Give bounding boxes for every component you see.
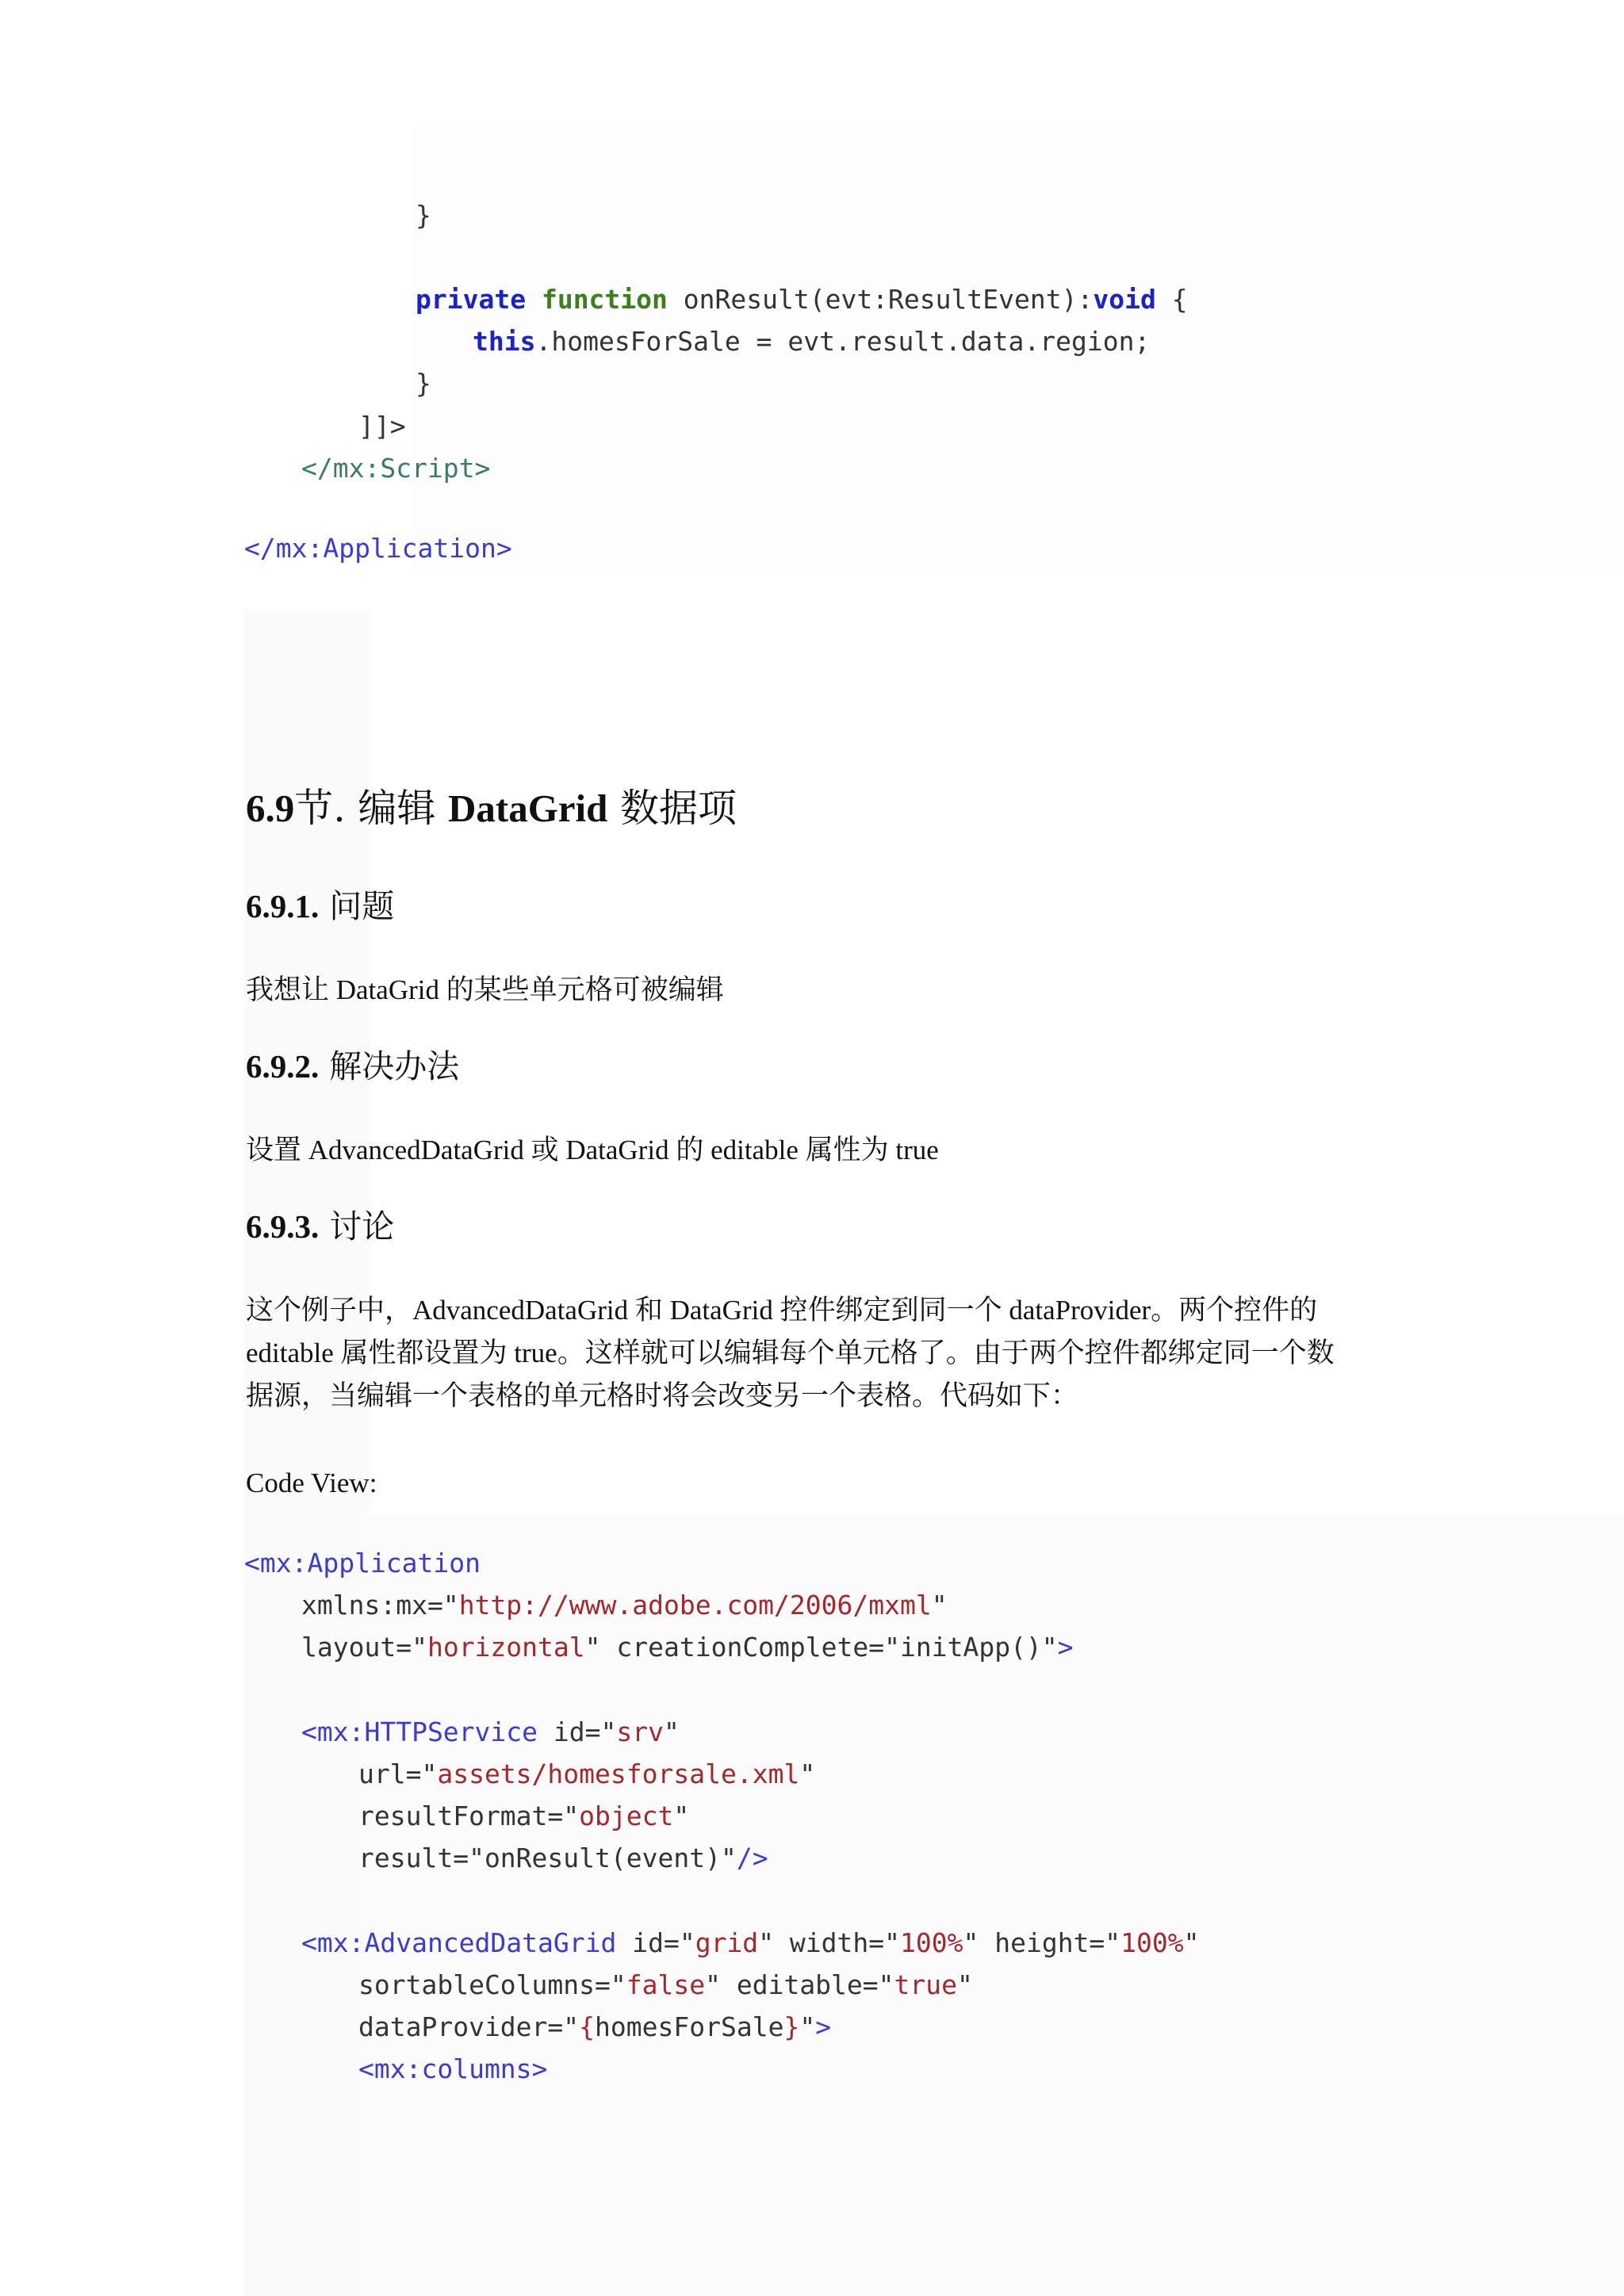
subsection-heading-discussion: 6.9.3. 讨论 — [246, 1207, 395, 1246]
subsection-heading-problem: 6.9.1. 问题 — [246, 887, 395, 925]
code-line: resultFormat="object" — [358, 1800, 690, 1831]
discussion-line: 据源，当编辑一个表格的单元格时将会改变另一个表格。代码如下： — [246, 1380, 1079, 1411]
code-view-label: Code View: — [246, 1468, 377, 1498]
code-keyword: this — [473, 326, 536, 357]
code-line: layout="horizontal" creationComplete="initApp()"> — [301, 1632, 1074, 1663]
code-line: </mx:Script> — [301, 453, 491, 484]
section-heading: 6.9节. 编辑 DataGrid 数据项 — [246, 786, 737, 831]
problem-text: 我想让 DataGrid 的某些单元格可被编辑 — [246, 974, 724, 1005]
code-line: this.homesForSale = evt.result.data.region; — [473, 326, 1151, 357]
code-keyword: function — [541, 284, 668, 315]
code-line: <mx:HTTPService id="srv" — [301, 1716, 680, 1747]
discussion-line: editable 属性都设置为 true。这样就可以编辑每个单元格了。由于两个控件都绑定同一个数 — [246, 1337, 1335, 1368]
code-line: <mx:Application — [244, 1548, 481, 1578]
code-line: result="onResult(event)"/> — [358, 1843, 768, 1873]
code-line: url="assets/homesforsale.xml" — [358, 1758, 816, 1789]
page-shade — [244, 610, 371, 2296]
discussion-line: 这个例子中，AdvancedDataGrid 和 DataGrid 控件绑定到同一个 dataProvider。两个控件的 — [246, 1295, 1318, 1326]
code-line: </mx:Application> — [244, 533, 512, 564]
code-line: sortableColumns="false" editable="true" — [358, 1969, 973, 2000]
code-line: dataProvider="{homesForSale}"> — [358, 2011, 832, 2042]
code-line: } — [416, 200, 431, 231]
solution-text: 设置 AdvancedDataGrid 或 DataGrid 的 editable 属性为 true — [246, 1135, 939, 1165]
code-line: <mx:columns> — [358, 2053, 548, 2084]
code-line: private function onResult(evt:ResultEvent):void { — [416, 284, 1188, 315]
code-line: } — [416, 368, 431, 399]
subsection-heading-solution: 6.9.2. 解决办法 — [246, 1047, 460, 1085]
code-line: xmlns:mx="http://www.adobe.com/2006/mxml" — [301, 1590, 948, 1621]
code-keyword: void — [1093, 284, 1156, 315]
code-line: <mx:AdvancedDataGrid id="grid" width="100%" height="100%" — [301, 1927, 1200, 1958]
code-keyword: private — [416, 284, 527, 315]
code-line: ]]> — [358, 411, 406, 442]
